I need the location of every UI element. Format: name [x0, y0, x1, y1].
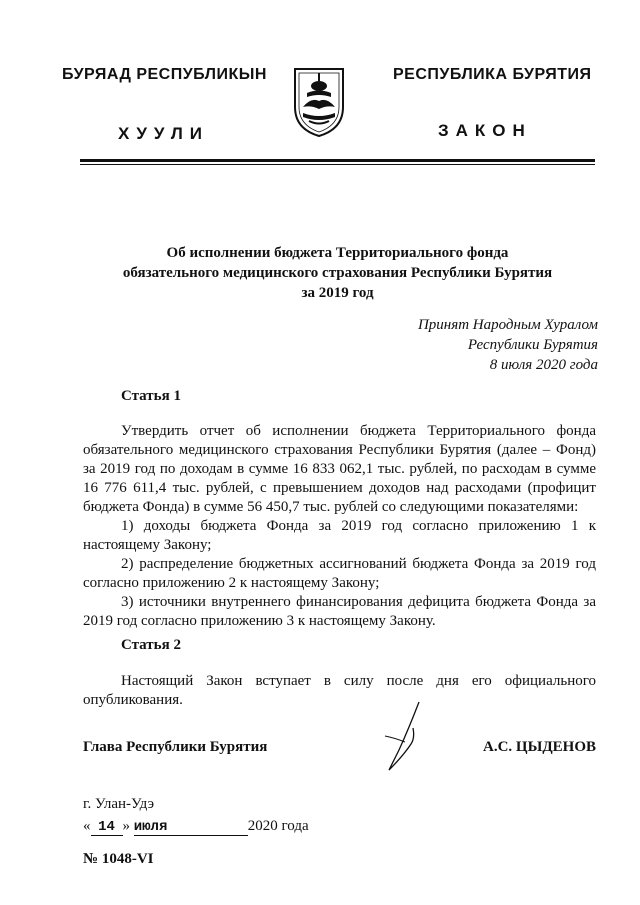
adopted-line-3: 8 июля 2020 года — [489, 357, 598, 373]
date-close-quote: » — [122, 818, 130, 834]
signing-date — [83, 818, 309, 836]
article-1-body — [83, 422, 596, 631]
header-divider-thin — [80, 164, 595, 165]
date-year: 2020 года — [247, 818, 309, 834]
date-day: 14 — [91, 819, 123, 836]
adoption-note — [418, 315, 598, 375]
signatory-name: А.С. ЦЫДЕНОВ — [483, 739, 596, 755]
title-line-2: обязательного медицинского страхования Республики Бурятия — [122, 265, 553, 281]
document-title — [60, 243, 615, 303]
article-2-paragraph: Настоящий Закон вступает в силу после дня его официального опубликования. — [83, 673, 596, 708]
law-number: № 1048-VI — [83, 851, 154, 867]
adopted-line-1: Принят Народным Хуралом — [417, 317, 598, 333]
article-1-heading: Статья 1 — [121, 388, 181, 404]
title-line-3: за 2019 год — [301, 285, 374, 301]
article-2-heading: Статья 2 — [121, 637, 181, 653]
date-open-quote: « — [83, 818, 91, 834]
coat-of-arms-icon — [291, 63, 347, 139]
header-divider-thick — [80, 159, 595, 162]
header-left-republic: БУРЯАД РЕСПУБЛИКЫН — [62, 66, 267, 83]
article-2-body — [83, 672, 596, 710]
header-left-doc-type: ХУУЛИ — [118, 124, 209, 143]
article-1-paragraph: Утвердить отчет об исполнении бюджета Территориального фонда обязательного медицинского страхования Республики Бурятия (далее – Фонд) за 2019 год по доходам в сумме 16 833 062,1 тыс. рублей, по расходам в сумме 16 776 611,4 тыс. рублей, с превышением доходов над расходами (профицит бюджета Фонда) в сумме 56 450,7 тыс. рублей со следующими показателями: — [83, 423, 596, 515]
title-line-1: Об исполнении бюджета Территориального фонда — [166, 245, 509, 261]
header-right-doc-type: ЗАКОН — [438, 121, 532, 140]
signatory-position: Глава Республики Бурятия — [83, 739, 268, 755]
city: г. Улан-Удэ — [83, 796, 155, 812]
handwritten-signature — [375, 698, 435, 776]
article-1-item-3: 3) источники внутреннего финансирования дефицита бюджета Фонда за 2019 год согласно приложению 3 к настоящему Закону. — [83, 594, 596, 629]
header-right-republic: РЕСПУБЛИКА БУРЯТИЯ — [393, 66, 592, 83]
adopted-line-2: Республики Бурятия — [467, 337, 598, 353]
article-1-item-2: 2) распределение бюджетных ассигнований бюджета Фонда за 2019 год согласно приложению 2 к настоящему Закону; — [83, 556, 596, 591]
article-1-item-1: 1) доходы бюджета Фонда за 2019 год согласно приложению 1 к настоящему Закону; — [83, 518, 596, 553]
date-month: июля — [134, 819, 248, 836]
